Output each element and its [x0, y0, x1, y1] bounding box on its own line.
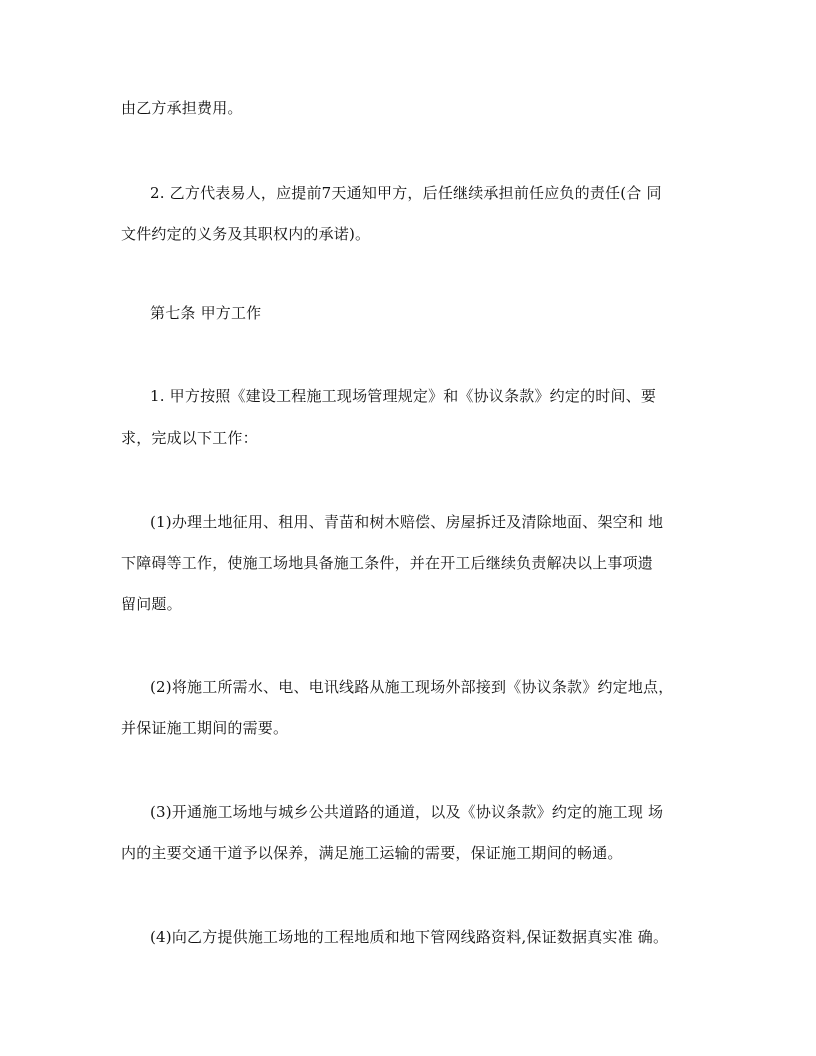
- paragraph-line: 2. 乙方代表易人，应提前7天通知甲方，后任继续承担前任应负的责任(合 同: [150, 184, 662, 202]
- paragraph-line: (2)将施工所需水、电、电讯线路从施工现场外部接到《协议条款》约定地点，: [150, 678, 674, 696]
- paragraph-line: 留问题。: [121, 595, 182, 613]
- paragraph-line: (3)开通施工场地与城乡公共道路的通道，以及《协议条款》约定的施工现 场: [150, 803, 664, 821]
- paragraph-line: (1)办理土地征用、租用、青苗和树木赔偿、房屋拆迁及清除地面、架空和 地: [150, 513, 664, 531]
- paragraph-line: 1. 甲方按照《建设工程施工现场管理规定》和《协议条款》约定的时间、要: [150, 387, 657, 405]
- paragraph-line: 并保证施工期间的需要。: [121, 719, 289, 737]
- paragraph-line: 求，完成以下工作：: [121, 429, 258, 447]
- section-heading: 第七条 甲方工作: [150, 304, 262, 322]
- paragraph-line: 内的主要交通干道予以保养，满足施工运输的需要，保证施工期间的畅通。: [121, 844, 623, 862]
- paragraph-line: 由乙方承担费用。: [121, 99, 243, 117]
- paragraph-line: 文件约定的义务及其职权内的承诺)。: [121, 225, 371, 243]
- paragraph-line: (4)向乙方提供施工场地的工程地质和地下管网线路资料,保证数据真实准 确。: [150, 928, 669, 946]
- paragraph-line: 下障碍等工作，使施工场地具备施工条件，并在开工后继续负责解决以上事项遗: [121, 554, 654, 572]
